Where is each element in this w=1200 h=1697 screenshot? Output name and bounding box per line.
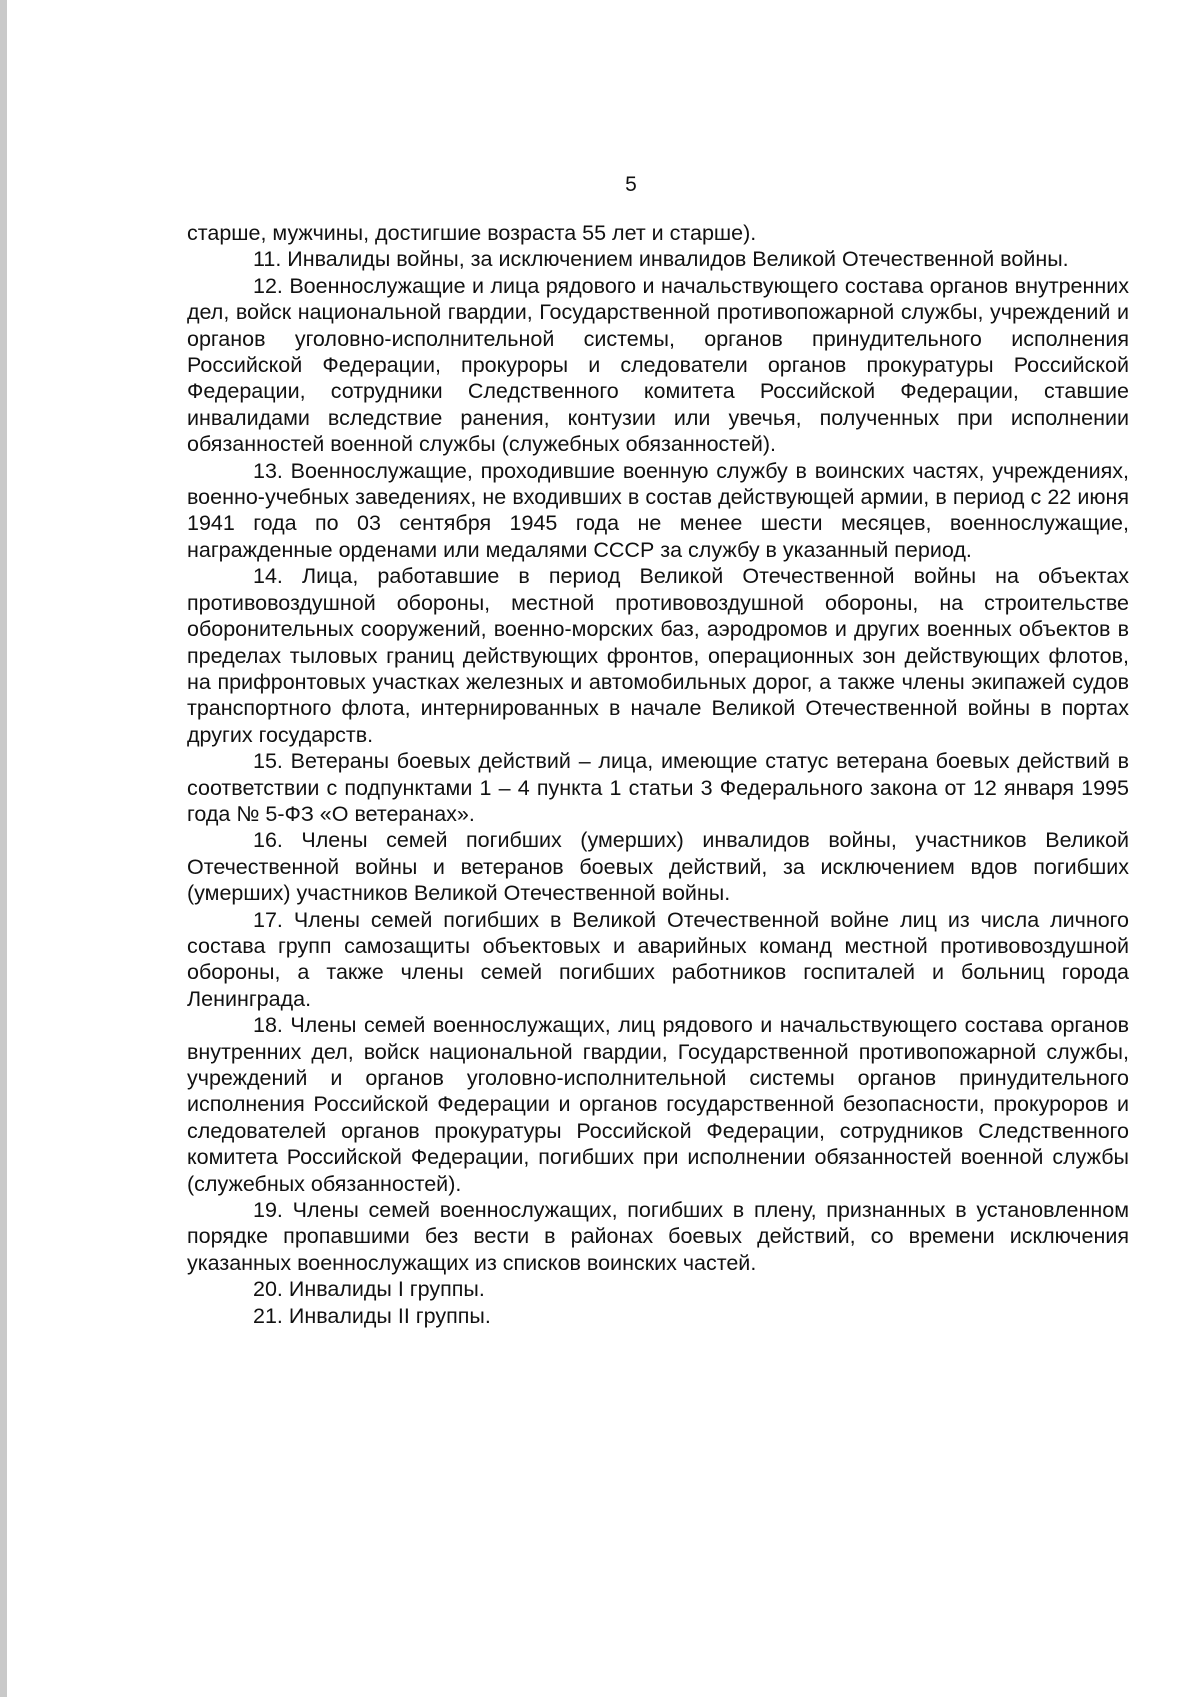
list-item-20: 20. Инвалиды I группы. <box>253 1277 485 1302</box>
list-item-18: 18. Члены семей военнослужащих, лиц рядового и начальствующего состава органов внутренних дел, войск национальной гвардии, Государственной противопожарной службы, учреждений и органов уголовно-исполнительной системы органов принудительного исполнения Российской Федерации и органов государственной безопасности, прокуроров и следователей органов прокуратуры Российской Федерации, сотрудников Следственного комитета Российской Федерации, погибших при исполнении обязанностей военной службы (служебных обязанностей). <box>187 1013 1129 1196</box>
list-item-14: 14. Лица, работавшие в период Великой Отечественной войны на объектах противовоздушной обороны, местной противовоздушной обороны, на строительстве оборонительных сооружений, военно-морских баз, аэродромов и других военных объектов в пределах тыловых границ действующих фронтов, операционных зон действующих флотов, на прифронтовых участках железных и автомобильных дорог, а также члены экипажей судов транспортного флота, интернированных в начале Великой Отечественной войны в портах других государств. <box>187 564 1129 747</box>
document-body <box>187 220 1129 1329</box>
list-item-17: 17. Члены семей погибших в Великой Отечественной войне лиц из числа личного состава групп самозащиты объектовых и аварийных команд местной противовоздушной обороны, а также члены семей погибших работников госпиталей и больниц города Ленинграда. <box>187 907 1129 1011</box>
list-item-19: 19. Члены семей военнослужащих, погибших в плену, признанных в установленном порядке пропавшими без вести в районах боевых действий, со времени исключения указанных военнослужащих из списков воинских частей. <box>187 1198 1129 1275</box>
list-item-11: 11. Инвалиды войны, за исключением инвалидов Великой Отечественной войны. <box>253 247 1069 272</box>
page-number: 5 <box>625 173 637 196</box>
paragraph-continuation: старше, мужчины, достигшие возраста 55 лет и старше). <box>187 221 757 245</box>
list-item-13: 13. Военнослужащие, проходившие военную службу в воинских частях, учреждениях, военно-учебных заведениях, не входивших в состав действующей армии, в период с 22 июня 1941 года по 03 сентября 1945 года не менее шести месяцев, военнослужащие, награжденные орденами или медалями СССР за службу в указанный период. <box>187 458 1129 562</box>
list-item-12: 12. Военнослужащие и лица рядового и начальствующего состава органов внутренних дел, войск национальной гвардии, Государственной противопожарной службы, учреждений и органов уголовно-исполнительной системы, органов принудительного исполнения Российской Федерации, прокуроры и следователи органов прокуратуры Российской Федерации, сотрудники Следственного комитета Российской Федерации, ставшие инвалидами вследствие ранения, контузии или увечья, полученных при исполнении обязанностей военной службы (служебных обязанностей). <box>187 273 1129 457</box>
list-item-21: 21. Инвалиды II группы. <box>253 1303 491 1328</box>
list-item-16: 16. Члены семей погибших (умерших) инвалидов войны, участников Великой Отечественной войны и ветеранов боевых действий, за исключением вдов погибших (умерших) участников Великой Отечественной войны. <box>187 828 1129 906</box>
scan-edge <box>0 0 7 1697</box>
list-item-15: 15. Ветераны боевых действий – лица, имеющие статус ветерана боевых действий в соответствии с подпунктами 1 – 4 пункта 1 статьи 3 Федерального закона от 12 января 1995 года № 5-ФЗ «О ветеранах». <box>187 749 1129 826</box>
